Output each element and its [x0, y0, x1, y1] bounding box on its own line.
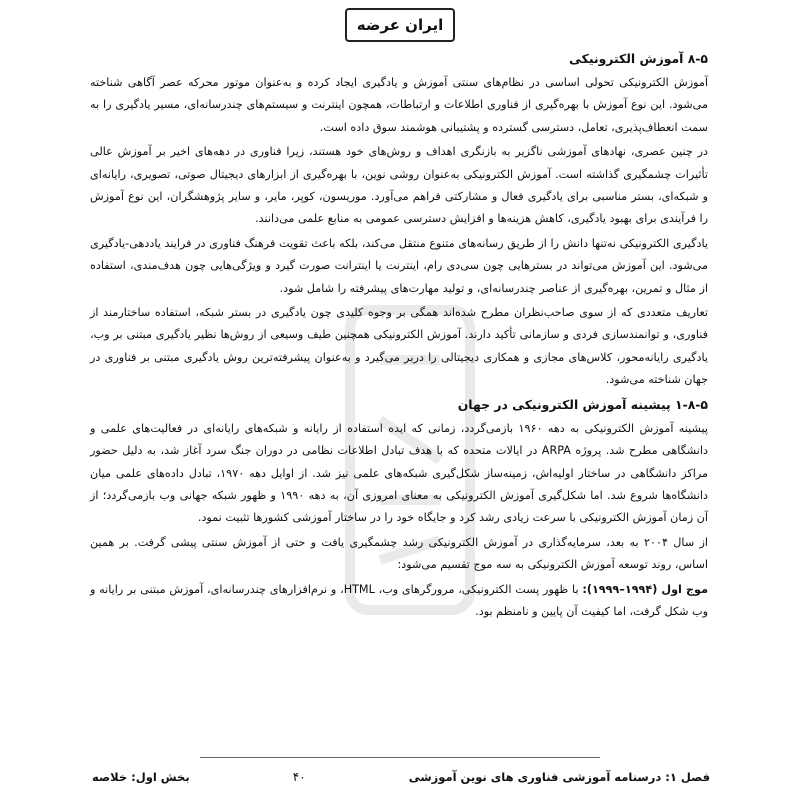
header-logo-bar [0, 8, 800, 42]
wave1-text: با ظهور پست الکترونیکی، مرورگرهای وب، HTML، و نرم‌افزارهای چندرسانه‌ای، آموزش مبتنی بر رایانه و وب شکل گرفت، اما کیفیت آن پایین و نامنظم بود. [90, 582, 708, 618]
logo-text: ایران عرضه [356, 16, 444, 34]
section-heading: ۸-۵ آموزش الکترونیکی [569, 51, 708, 66]
section-paragraph: تعاریف متعددی که از سوی صاحب‌نظران مطرح شده‌اند همگی بر وجوه کلیدی چون یادگیری در بستر شبکه، استفاده ساختارمند از فناوری، و توانمندسازی فردی و سازمانی تأکید دارند. آموزش الکترونیکی همچنین طیف وسیعی از روش‌ها نظیر یادگیری مبتنی بر وب، یادگیری رایانه‌محور، کلاس‌های مجازی و همکاری دیجیتالی را دربر می‌گیرد و به‌عنوان پیشرفته‌ترین روش یادگیری مبتنی بر فناوری در جهان شناخته می‌شود. [90, 306, 708, 387]
section-paragraph: آموزش الکترونیکی تحولی اساسی در نظام‌های سنتی آموزش و یادگیری ایجاد کرده و به‌عنوان موتور محرکه عصر آگاهی شناخته می‌شود. این نوع آموزش با بهره‌گیری از فناوری اطلاعات و ارتباطات، همچون اینترنت و سیستم‌های چندرسانه‌ای، مسیر یادگیری را به سمت انعطاف‌پذیری، تعامل، دسترسی گسترده و پشتیبانی هوشمند سوق داده است. [90, 76, 708, 134]
section-paragraph: یادگیری الکترونیکی نه‌تنها دانش را از طریق رسانه‌های متنوع منتقل می‌کند، بلکه باعث تقویت فرهنگ فناوری در فرایند یاددهی-یادگیری می‌شود. این آموزش می‌تواند در بسترهایی چون سی‌دی رام، اینترنت یا اینترانت صورت گیرد و ویژگی‌هایی چون هدف‌مندی، استفاده از مثال و تمرین، بهره‌گیری از عناصر چندرسانه‌ای، و تولید مهارت‌های پیشرفته را شامل شود. [90, 236, 708, 295]
subsection-heading: ۱-۸-۵ پیشینه آموزش الکترونیکی در جهان [457, 396, 708, 412]
section-paragraph: در چنین عصری، نهادهای آموزشی ناگزیر به بازنگری اهداف و روش‌های خود هستند، زیرا فناوری در دهه‌های اخیر بر آموزش عالی تأثیرات چشمگیری گذاشته است. آموزش الکترونیکی به‌عنوان روشی نوین، با بهره‌گیری از ابزارهای دیجیتال صوتی، تصویری، رایانه‌ای و شبکه‌ای، بستر مناسبی برای یادگیری فعال و مشارکتی فراهم می‌آورد. موریسون، کوپر، مایر، و سایر پژوهشگران، این نوع آموزش را فرآیندی برای بهبود یادگیری، کاهش هزینه‌ها و افزایش دسترسی عمومی به منابع علمی می‌دانند. [90, 145, 708, 226]
footer-divider [200, 757, 600, 758]
wave-paragraph [90, 579, 708, 624]
subsection-paragraph: از سال ۲۰۰۴ به بعد، سرمایه‌گذاری در آموزش الکترونیکی رشد چشمگیری یافت و حتی از آموزش سنتی پیشی گرفت. بر همین اساس، روند توسعه آموزش الکترونیکی به سه موج تقسیم می‌شود: [90, 535, 708, 572]
footer-part: بخش اول: خلاصه [92, 770, 190, 784]
wave1-lead: موج اول (۱۹۹۴–۱۹۹۹): [582, 582, 708, 596]
main-content [90, 48, 708, 625]
subsection-paragraph: پیشینه آموزش الکترونیکی به دهه ۱۹۶۰ بازمی‌گردد، زمانی که ایده استفاده از رایانه و شبکه‌های رایانه‌ای در فعالیت‌های علمی و دانشگاهی مطرح شد. پروژه ARPA در ایالات متحده که با هدف تبادل اطلاعات نظامی در دوران جنگ سرد آغاز شد، به دلیل حضور مراکز دانشگاهی در ساختار اولیه‌اش، زمینه‌ساز شکل‌گیری شبکه‌های علمی نیز شد. از اوایل دهه ۱۹۷۰، تبادل داده‌های علمی میان دانشگاه‌ها شروع شد. اما شکل‌گیری آموزش الکترونیکی به معنای امروزی آن، به دهه ۱۹۹۰ و ظهور شبکه جهانی وب بازمی‌گردد؛ از آن زمان آموزش الکترونیکی با سرعت زیادی رشد کرد و جایگاه خود را در ساختار آموزشی کشورها تثبیت نمود. [90, 421, 709, 525]
page-footer [92, 764, 710, 790]
site-logo [345, 8, 455, 42]
footer-chapter: فصل ۱: درسنامه آموزشی فناوری های نوین آموزشی [408, 770, 710, 784]
page-number: ۴۰ [292, 770, 306, 784]
